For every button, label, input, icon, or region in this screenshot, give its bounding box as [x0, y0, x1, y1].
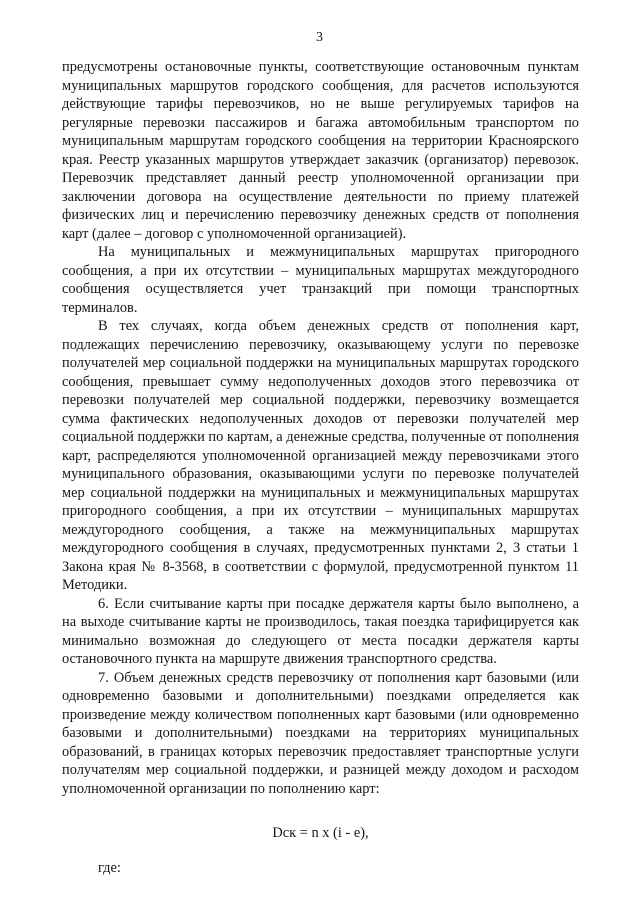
paragraph-item-6: 6. Если считывание карты при посадке держателя карты было выполнено, а на выходе считывание карты не производилось, такая поездка тарифицируется как минимально возможная до следующего от места посадки держателя карты остановочного пункта на маршруте движения транспортного средства. [62, 595, 579, 667]
paragraph-funds-distribution: В тех случаях, когда объем денежных средств от пополнения карт, подлежащих перечислению перевозчику, оказывающему услуги по перевозке получателей мер социальной поддержки на муниципальных маршрутах городского сообщения, превышает сумму недополученных доходов этого перевозчика от перевозки получателей мер социальной поддержки, перевозчику возмещается сумма фактических недополученных доходов от перевозки получателей мер социальной поддержки по картам, а денежные средства, полученные от пополнения карт, распределяются уполномоченной организацией между перевозчиками этого муниципального образования, оказывающими услуги по перевозке получателей мер социальной поддержки на муниципальных и межмуниципальных маршрутах пригородного сообщения, а при их отсутствии – муниципальных маршрутах междугородного сообщения, а также на межмуниципальных маршрутах междугородного сообщения в случаях, предусмотренных пунктами 2, 3 статьи 1 Закона края № 8-3568, в соответствии с формулой, предусмотренной пунктом 11 Методики. [62, 318, 579, 593]
formula: Dск = n x (i - e), [272, 825, 369, 841]
where-label: где: [98, 859, 121, 876]
paragraph-item-7: 7. Объем денежных средств перевозчику от пополнения карт базовыми (или одновременно базовыми и дополнительными) поездками определяется как произведение между количеством пополненных карт базовыми (или одновременно базовыми и дополнительными) поездками на территориях муниципальных образований, в границах которых перевозчик предоставляет транспортные услуги получателям мер социальной поддержки, и разницей между доходом и расходом уполномоченной организации по пополнению карт: [62, 669, 579, 797]
document-body [62, 58, 579, 877]
page-number: 3 [316, 30, 323, 45]
paragraph-suburban-routes: На муниципальных и межмуниципальных маршрутах пригородного сообщения, а при их отсутствии – муниципальных маршрутах междугородного сообщения осуществляется учет транзакций при помощи транспортных терминалов. [62, 244, 579, 316]
paragraph-continuation: предусмотрены остановочные пункты, соответствующие остановочным пунктам муниципальных маршрутов городского сообщения, для расчетов используются действующие тарифы перевозчиков, но не выше регулируемых тарифов на регулярные перевозки пассажиров и багажа автомобильным транспортом по муниципальным маршрутам городского сообщения на территории Красноярского края. Реестр указанных маршрутов утверждает заказчик (организатор) перевозок. Перевозчик представляет данный реестр уполномоченной организации при заключении договора на осуществление деятельности по приему платежей физических лиц и перечислению перевозчику денежных средств от пополнения карт (далее – договор с уполномоченной организацией). [62, 59, 579, 242]
